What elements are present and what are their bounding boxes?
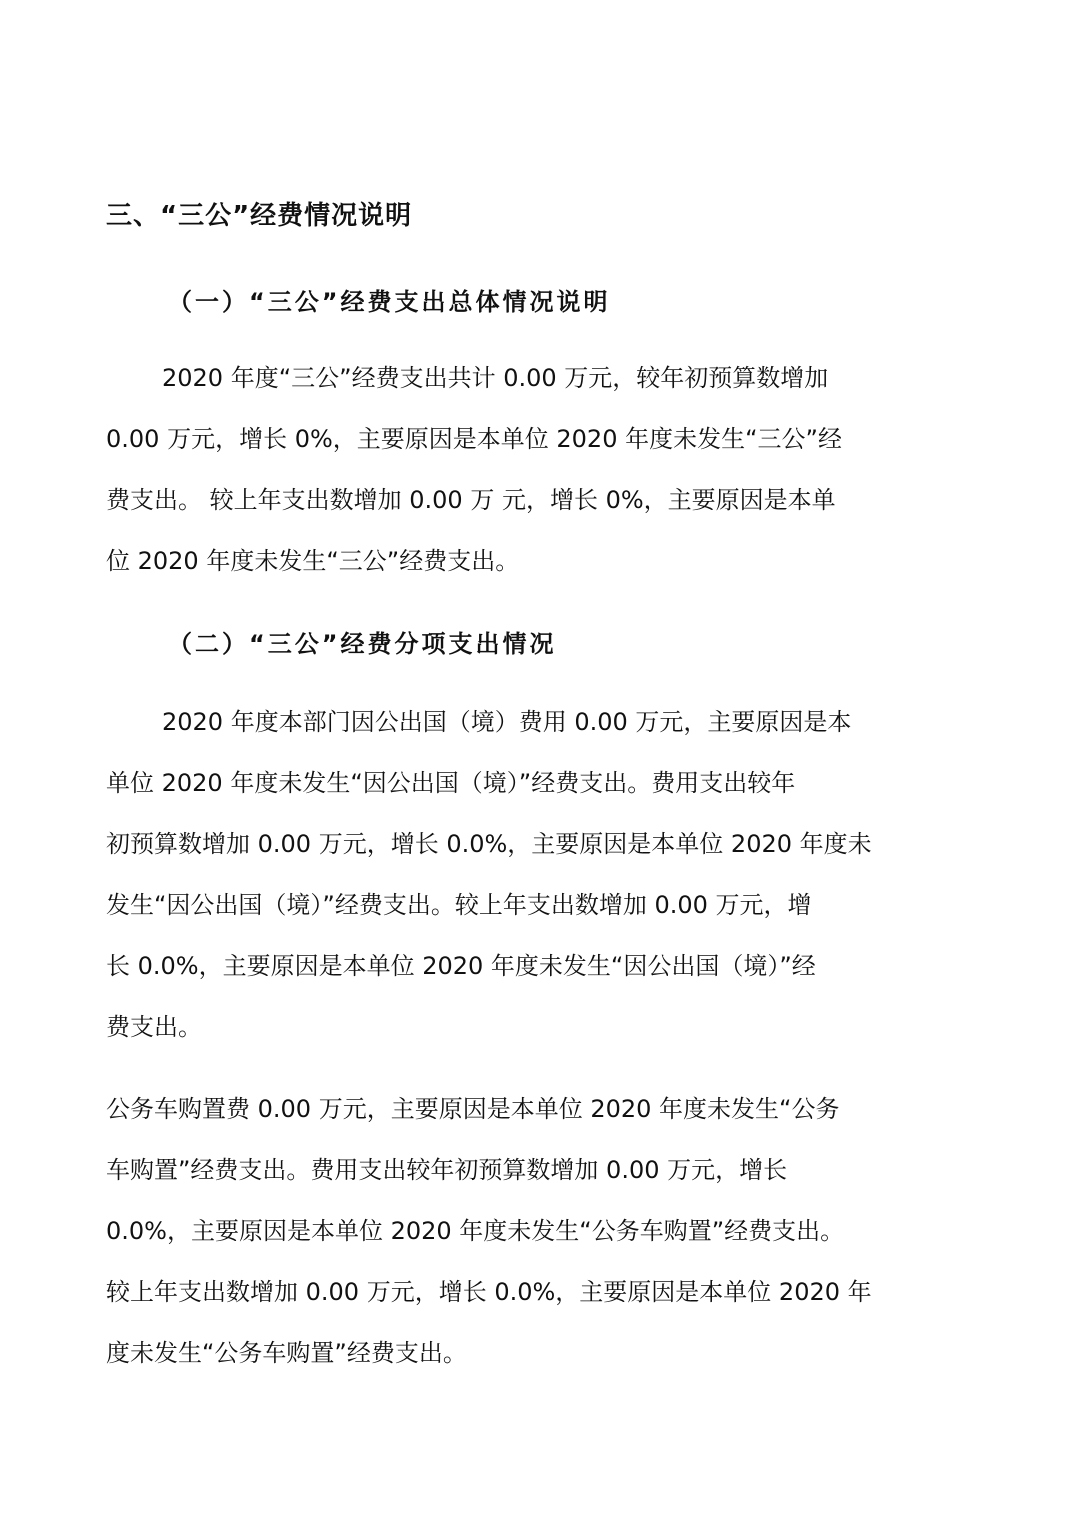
subheading-overall: （一）“三公”经费支出总体情况说明 (168, 288, 611, 316)
paragraph-vehicle-purchase (106, 1079, 966, 1384)
paragraph-line: 长 0.0%，主要原因是本单位 2020 年度未发生“因公出国（境）”经 (106, 952, 816, 980)
paragraph-line: 费支出。 (106, 1013, 202, 1041)
paragraph-line: 单位 2020 年度未发生“因公出国（境）”经费支出。费用支出较年 (106, 769, 796, 797)
paragraph-line: 位 2020 年度未发生“三公”经费支出。 (106, 547, 520, 575)
paragraph-line: 2020 年度“三公”经费支出共计 0.00 万元，较年初预算数增加 (162, 364, 829, 392)
paragraph-line: 发生“因公出国（境）”经费支出。较上年支出数增加 0.00 万元，增 (106, 891, 812, 919)
paragraph-line: 初预算数增加 0.00 万元，增长 0.0%，主要原因是本单位 2020 年度未 (106, 830, 872, 858)
paragraph-line: 费支出。 较上年支出数增加 0.00 万 元，增长 0%，主要原因是本单 (106, 486, 836, 514)
paragraph-line: 0.0%，主要原因是本单位 2020 年度未发生“公务车购置”经费支出。 (106, 1217, 845, 1245)
section-title: 三、“三公”经费情况说明 (106, 201, 413, 231)
paragraph-line: 0.00 万元，增长 0%，主要原因是本单位 2020 年度未发生“三公”经 (106, 425, 842, 453)
paragraph-overseas-travel (106, 692, 966, 1058)
paragraph-line: 2020 年度本部门因公出国（境）费用 0.00 万元，主要原因是本 (162, 708, 852, 736)
paragraph-overall (106, 348, 966, 592)
paragraph-line: 公务车购置费 0.00 万元，主要原因是本单位 2020 年度未发生“公务 (106, 1095, 840, 1123)
paragraph-line: 较上年支出数增加 0.00 万元，增长 0.0%，主要原因是本单位 2020 年 (106, 1278, 872, 1306)
paragraph-line: 度未发生“公务车购置”经费支出。 (106, 1339, 467, 1367)
paragraph-line: 车购置”经费支出。费用支出较年初预算数增加 0.00 万元，增长 (106, 1156, 788, 1184)
subheading-itemized: （二）“三公”经费分项支出情况 (168, 630, 557, 658)
